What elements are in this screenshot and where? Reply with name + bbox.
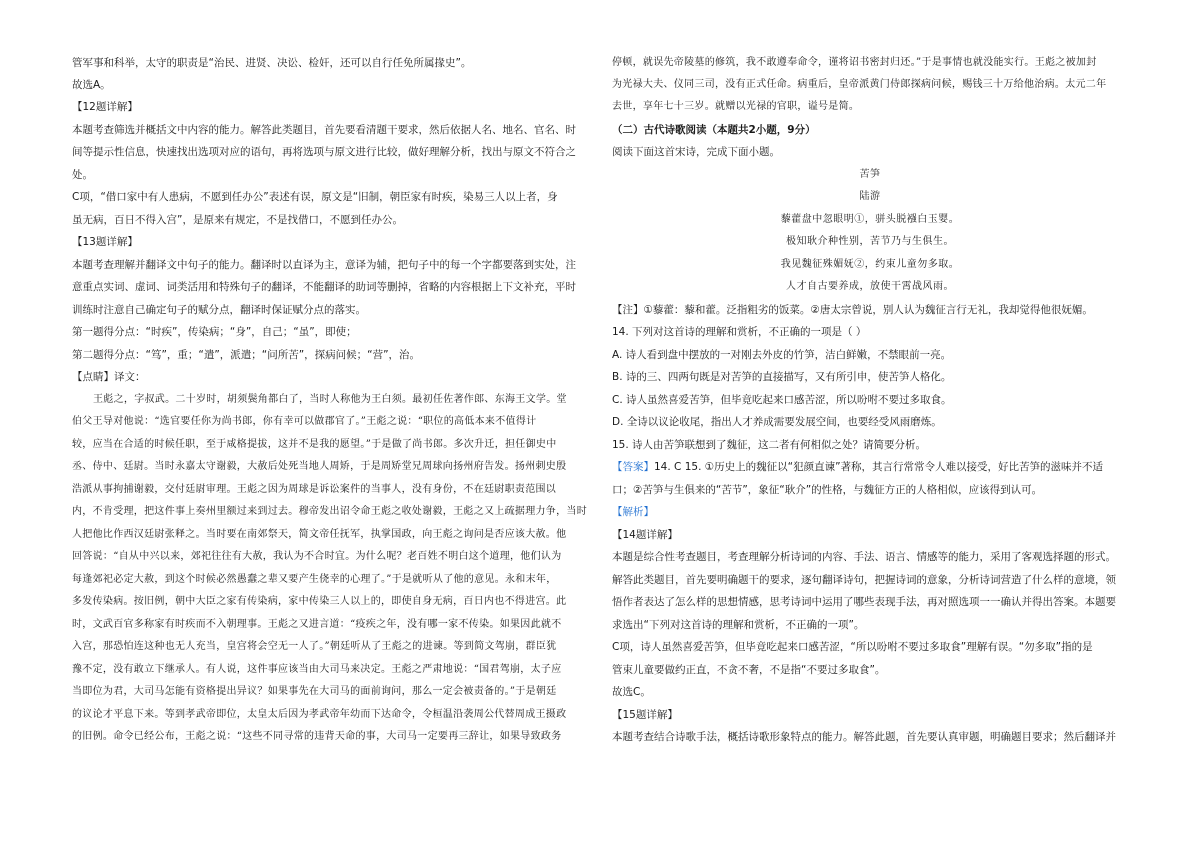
section-heading: 【12题详解】: [72, 101, 138, 113]
translation-line: 为光禄大夫、仪同三司，没有正式任命。病重后，皇帝派黄门侍郎探病问候，赐钱三十万给他治病。太元二年: [612, 79, 1107, 90]
translation-line: 内，不肯受理，把这件事上奏州里额过来到过去。穆帝发出诏令命王彪之收处谢毅，王彪之又上疏据理力争，当时: [72, 506, 587, 517]
analysis-label: 【解析】: [612, 506, 654, 518]
text-line: C项，诗人虽然喜爱苦笋，但毕竟吃起来口感苦涩，“所以吩咐不要过多取食”理解有误。“勿多取”指的是: [612, 641, 1093, 653]
instruction-text: 阅读下面这首宋诗，完成下面小题。: [612, 146, 780, 158]
text-line: 管束儿童要做约正直，不贪不奢，不是指“不要过多取食”。: [612, 664, 886, 676]
text-line: 故选C。: [612, 686, 651, 698]
answer-label: 【答案】: [612, 461, 654, 473]
question-15: 15. 诗人由苦笋联想到了魏征，这二者有何相似之处？请简要分析。: [612, 439, 927, 451]
section-heading: （二）古代诗歌阅读（本题共2小题，9分）: [612, 124, 816, 136]
poem-note: 【注】①藜藿：藜和藿。泛指粗劣的饭菜。②唐太宗曾说，别人认为魏征言行无礼，我却觉得他很妩媚。: [612, 304, 1093, 316]
text-line: 训练时注意自己确定句子的赋分点，翻译时保证赋分点的落实。: [72, 304, 366, 316]
section-heading: 【14题详解】: [612, 529, 678, 541]
poem-author: 陆游: [859, 191, 881, 202]
translation-line: 的旧例。命令已经公布，王彪之说：“这些不同寻常的违背天命的事，大司马一定要再三辞让，如果导致政务: [72, 731, 562, 742]
translation-line: 豫不定，没有敢立下继承人。有人说，这件事应该当由大司马来决定。王彪之严肃地说：“国君驾崩，太子应: [72, 664, 562, 675]
translation-line: 伯父王导对他说：“选官要任你为尚书郎，你有幸可以做郡官了。”王彪之说：“职位的高低本来不值得计: [72, 416, 537, 427]
poem-line: 我见魏征殊媚妩②，约束儿童勿多取。: [780, 259, 960, 270]
answer-text: 口；②苦笋与生俱来的“苦节”，象征“耿介”的性格，与魏征方正的人格相似，应该得到认可。: [612, 484, 1043, 496]
translation-line: 丞、侍中、廷尉。当时永嘉太守谢毅，大赦后处死当地人周矫，于是周矫堂兄周球向扬州府告发。扬州刺史殷: [72, 461, 567, 472]
option-a: A. 诗人看到盘中摆放的一对刚去外皮的竹笋，洁白鲜嫩，不禁眼前一亮。: [612, 349, 952, 361]
text-line: 本题考查结合诗歌手法，概括诗歌形象特点的能力。解答此题，首先要认真审题，明确题目要求；然后翻译并: [612, 731, 1116, 743]
translation-line: 回答说：“自从中兴以来，郊祀往往有大赦，我认为不合时宜。为什么呢？老百姓不明白这个道理，他们认为: [72, 551, 562, 562]
section-heading: 【点睛】译文：: [72, 371, 146, 383]
poem-title: 苦笋: [859, 169, 881, 180]
text-line: 本题是综合性考查题目，考查理解分析诗词的内容、手法、语言、情感等的能力，采用了客观选择题的形式。: [612, 551, 1116, 563]
answer-text: 14. C 15. ①历史上的魏征以“犯颜直谏”著称，其言行常常令人难以接受，好比苦笋的滋味并不适: [654, 461, 1104, 473]
text-line: 故选A。: [72, 79, 111, 91]
option-c: C. 诗人虽然喜爱苦笋，但毕竟吃起来口感苦涩，所以吩咐不要过多取食。: [612, 394, 952, 406]
text-line: 悟作者表达了怎么样的思想情感，思考诗词中运用了哪些表现手法，再对照选项一一确认并得出答案。本题要: [612, 596, 1116, 608]
text-line: 间等提示性信息，快速找出选项对应的语句，再将选项与原文进行比较，做好理解分析，找出与原文不符合之: [72, 146, 576, 158]
translation-line: 浩派从事拘捕谢毅，交付廷尉审理。王彪之因为周球是诉讼案件的当事人，没有身份，不在廷尉职责范围以: [72, 484, 557, 495]
translation-line: 人把他比作西汉廷尉张释之。当时要在南郊祭天，简文帝任抚军，执掌国政，向王彪之询问是否应该大赦。他: [72, 529, 567, 540]
text-line: 虽无病，百日不得入宫”，是原来有规定，不是找借口，不愿到任办公。: [72, 214, 403, 226]
translation-line: 王彪之，字叔武。二十岁时，胡须鬓角都白了，当时人称他为王白须。最初任佐著作郎、东海王文学。堂: [93, 394, 567, 405]
poem-line: 极知耿介种性别，苦节乃与生俱生。: [786, 236, 954, 247]
option-b: B. 诗的三、四两句既是对苦笋的直接描写，又有所引申，使苦笋人格化。: [612, 371, 952, 383]
translation-line: 的议论才平息下来。等到孝武帝即位，太皇太后因为孝武帝年幼而下达命令，令桓温沿袭周公代替周成王摄政: [72, 709, 567, 720]
text-line: 第一题得分点：“时疾”，传染病；“身”，自己；“虽”，即使；: [72, 326, 357, 338]
question-14: 14. 下列对这首诗的理解和赏析，不正确的一项是（ ）: [612, 326, 867, 338]
translation-line: 入宫，那恐怕连这种也无人充当，皇宫将会空无一人了。”朝廷听从了王彪之的进谏。等到简文驾崩，群臣犹: [72, 641, 557, 652]
translation-line: 去世，享年七十三岁。就赠以光禄的官职，谥号是简。: [612, 101, 860, 112]
translation-line: 较，应当在合适的时候任职，至于咸格提拔，这并不是我的愿望。”于是做了尚书郎。多次升迁，担任御史中: [72, 439, 557, 450]
text-line: 求选出“下列对这首诗的理解和赏析，不正确的一项”。: [612, 619, 865, 631]
text-line: 第二题得分点：“笃”，重；“遣”，派遣；“问所苦”，探病问候；“营”，治。: [72, 349, 421, 361]
text-line: 本题考查理解并翻译文中句子的能力。翻译时以直译为主，意译为辅，把句子中的每一个字都要落到实处，注: [72, 259, 576, 271]
text-line: 意重点实词、虚词、词类活用和特殊句子的翻译，不能翻译的助词等删掉，省略的内容根据上下文补充，平时: [72, 281, 576, 293]
translation-line: 时，文武百官多称家有时疾而不入朝理事。王彪之又进言道：“疫疾之年，没有哪一家不传染。如果因此就不: [72, 619, 562, 630]
translation-line: 多发传染病。按旧例，朝中大臣之家有传染病，家中传染三人以上的，即使自身无病，百日内也不得进宫。此: [72, 596, 567, 607]
poem-line: 藜藿盘中忽眼明①，骈头脱襁白玉婴。: [780, 214, 960, 225]
text-line: C项，“借口家中有人患病，不愿到任办公”表述有误，原文是“旧制，朝臣家有时疾，染易三人以上者，身: [72, 191, 558, 203]
text-line: 解答此类题目，首先要明确题干的要求，逐句翻译诗句，把握诗词的意象，分析诗词营造了什么样的意境，领: [612, 574, 1116, 586]
section-heading: 【13题详解】: [72, 236, 138, 248]
translation-line: 当即位为君，大司马怎能有资格提出异议？如果事先在大司马的面前询问，那么一定会被责备的。”于是朝廷: [72, 686, 557, 697]
translation-line: 每逢郊祀必定大赦，到这个时候必然愚蠢之辈又要产生侥幸的心理了。”于是就听从了他的意见。永和末年，: [72, 574, 557, 585]
answer-row: [612, 460, 1103, 474]
text-line: 本题考查筛选并概括文中内容的能力。解答此类题目，首先要看清题干要求，然后依据人名、地名、官名、时: [72, 124, 576, 136]
option-d: D. 全诗以议论收尾，指出人才养成需要发展空间，也要经受风雨磨炼。: [612, 416, 942, 428]
text-line: 处。: [72, 169, 93, 181]
section-heading: 【15题详解】: [612, 709, 678, 721]
text-line: 管军事和科举，太守的职责是“治民、进贤、决讼、检奸，还可以自行任免所属掾史”。: [72, 57, 472, 69]
translation-line: 停顿，就误先帝陵墓的修筑，我不敢遵奉命令，谨将诏书密封归还。”于是事情也就没能实行。王彪之被加封: [612, 57, 1097, 68]
poem-line: 人才自古要养成，放使干霄战风雨。: [786, 281, 954, 292]
